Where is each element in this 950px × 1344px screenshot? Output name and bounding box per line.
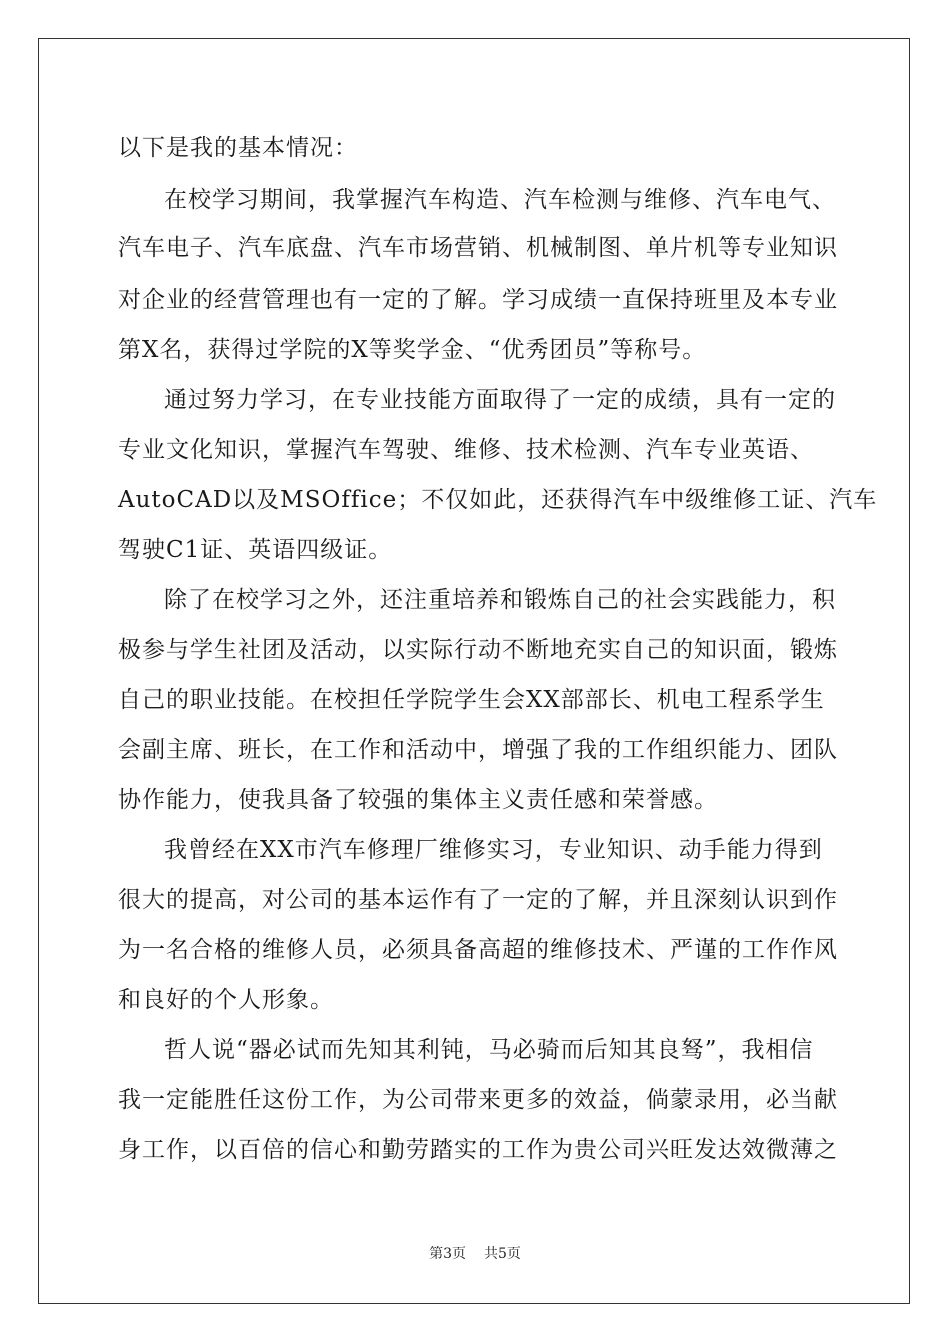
paragraph-start-line: 除了在校学习之外，还注重培养和锻炼自己的社会实践能力，积 bbox=[164, 587, 836, 613]
text-line: 我一定能胜任这份工作，为公司带来更多的效益，倘蒙录用，必当献 bbox=[118, 1087, 838, 1113]
paragraph-start-line: 通过努力学习，在专业技能方面取得了一定的成绩，具有一定的 bbox=[164, 387, 836, 413]
paragraph-start-line: 哲人说“器必试而先知其利钝，马必骑而后知其良驽”，我相信 bbox=[164, 1037, 814, 1063]
text-line: 汽车电子、汽车底盘、汽车市场营销、机械制图、单片机等专业知识 bbox=[118, 235, 838, 261]
text-line: 极参与学生社团及活动，以实际行动不断地充实自己的知识面，锻炼 bbox=[118, 637, 838, 663]
text-line: 第X名，获得过学院的X等奖学金、“优秀团员”等称号。 bbox=[118, 337, 707, 363]
text-line: AutoCAD以及MSOffice；不仅如此，还获得汽车中级维修工证、汽车 bbox=[118, 487, 878, 513]
text-line: 为一名合格的维修人员，必须具备高超的维修技术、严谨的工作作风 bbox=[118, 937, 838, 963]
page-total: 共5页 bbox=[484, 1246, 521, 1262]
text-line: 很大的提高，对公司的基本运作有了一定的了解，并且深刻认识到作 bbox=[118, 887, 838, 913]
paragraph-start-line: 在校学习期间，我掌握汽车构造、汽车检测与维修、汽车电气、 bbox=[164, 187, 836, 213]
page-footer bbox=[0, 1244, 950, 1264]
text-line: 和良好的个人形象。 bbox=[118, 987, 334, 1013]
text-line: 协作能力，使我具备了较强的集体主义责任感和荣誉感。 bbox=[118, 787, 718, 813]
text-line: 专业文化知识，掌握汽车驾驶、维修、技术检测、汽车专业英语、 bbox=[118, 437, 814, 463]
text-line: 会副主席、班长，在工作和活动中，增强了我的工作组织能力、团队 bbox=[118, 737, 838, 763]
text-line: 自己的职业技能。在校担任学院学生会XX部部长、机电工程系学生 bbox=[118, 687, 825, 713]
page-number: 第3页 bbox=[429, 1246, 466, 1262]
text-line: 驾驶C1证、英语四级证。 bbox=[118, 537, 393, 563]
paragraph-start-line: 我曾经在XX市汽车修理厂维修实习，专业知识、动手能力得到 bbox=[164, 837, 823, 863]
text-line: 以下是我的基本情况： bbox=[118, 135, 358, 161]
text-line: 对企业的经营管理也有一定的了解。学习成绩一直保持班里及本专业 bbox=[118, 287, 838, 313]
text-line: 身工作，以百倍的信心和勤劳踏实的工作为贵公司兴旺发达效微薄之 bbox=[118, 1137, 838, 1163]
